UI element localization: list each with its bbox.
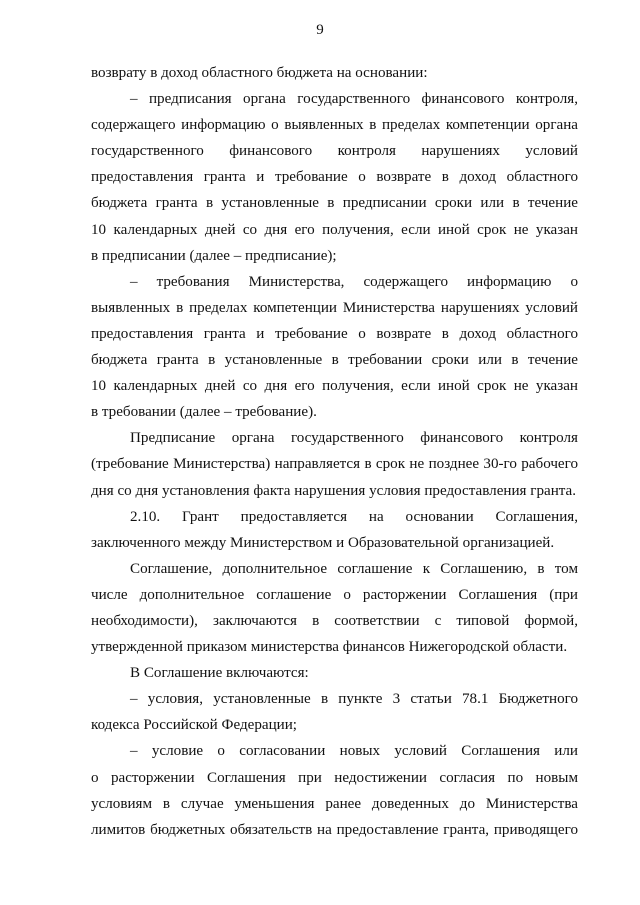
text-line: условиям в случае уменьшения ранее доведенных до Министерства — [91, 795, 578, 812]
text-line: кодекса Российской Федерации; — [91, 717, 298, 734]
text-line: – условия, установленные в пункте 3 статьи 78.1 Бюджетного — [130, 691, 578, 708]
text-line: числе дополнительное соглашение о расторжении Соглашения (при — [91, 586, 578, 603]
text-line: В Соглашение включаются: — [130, 665, 309, 682]
text-line: (требование Министерства) направляется в срок не позднее 30-го рабочего — [91, 456, 578, 473]
text-line: – условие о согласовании новых условий Соглашения или — [130, 743, 578, 760]
text-line: возврату в доход областного бюджета на основании: — [91, 65, 428, 81]
text-line: 10 календарных дней со дня его получения, если иной срок не указан — [91, 378, 578, 395]
text-line: бюджета гранта в установленные в предписании сроки или в течение — [91, 195, 578, 212]
text-line: лимитов бюджетных обязательств на предоставление гранта, приводящего — [91, 821, 578, 838]
text-line: содержащего информацию о выявленных в пределах компетенции органа — [91, 117, 578, 134]
text-line: 10 календарных дней со дня его получения, если иной срок не указан — [91, 221, 578, 238]
text-line: Предписание органа государственного финансового контроля — [130, 430, 578, 447]
text-line: 2.10. Грант предоставляется на основании Соглашения, — [130, 508, 578, 525]
page-number: 9 — [316, 22, 324, 38]
text-line: предоставления гранта и требование о возврате в доход областного — [91, 169, 578, 186]
text-line: в требовании (далее – требование). — [91, 404, 317, 421]
text-line: предоставления гранта и требование о возврате в доход областного — [91, 325, 578, 342]
text-line: заключенного между Министерством и Образовательной организацией. — [91, 534, 555, 551]
text-line: – требования Министерства, содержащего информацию о — [130, 273, 578, 290]
document-body — [91, 60, 578, 843]
text-line: – предписания органа государственного финансового контроля, — [130, 91, 578, 108]
text-line: выявленных в пределах компетенции Министерства нарушениях условий — [91, 299, 578, 316]
text-line: дня со дня установления факта нарушения условия предоставления гранта. — [91, 482, 577, 499]
text-line: о расторжении Соглашения при недостижении согласия по новым — [91, 769, 578, 786]
text-line: утвержденной приказом министерства финансов Нижегородской области. — [91, 639, 568, 656]
text-line: Соглашение, дополнительное соглашение к Соглашению, в том — [130, 560, 578, 577]
text-line: бюджета гранта в установленные в требовании сроки или в течение — [91, 352, 578, 369]
text-line: в предписании (далее – предписание); — [91, 247, 337, 264]
text-line: необходимости), заключаются в соответствии с типовой формой, — [91, 612, 578, 629]
text-line: государственного финансового контроля нарушениях условий — [91, 143, 578, 160]
